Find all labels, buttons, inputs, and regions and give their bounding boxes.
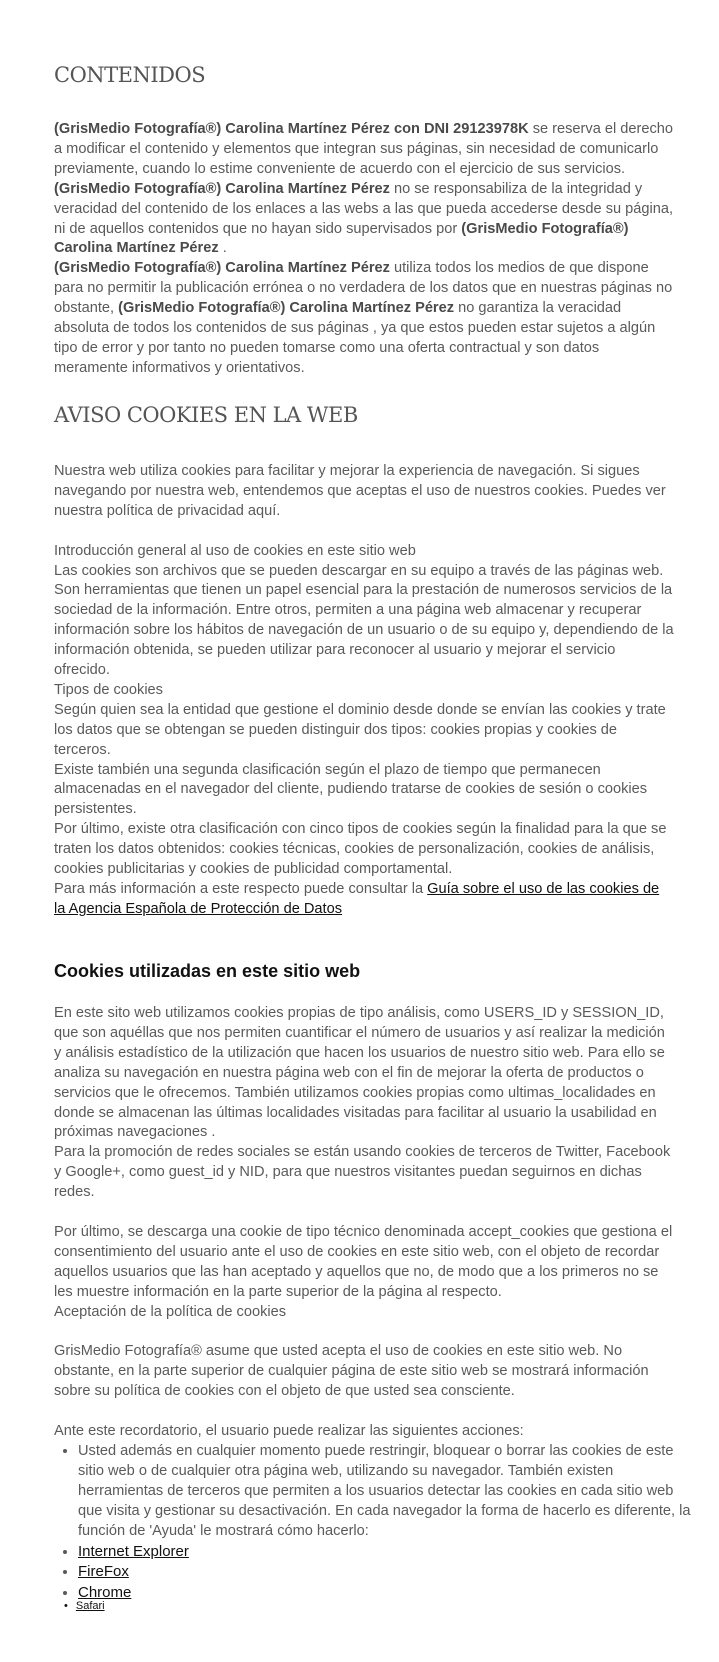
cookies-text (54, 462, 674, 920)
company-name: (GrisMedio Fotografía®) Carolina Martínez Pérez con DNI 29123978K (54, 121, 529, 137)
list-item (78, 1542, 698, 1563)
internet-explorer-link[interactable]: Internet Explorer (78, 1542, 189, 1560)
acceptance-heading: Aceptación de la política de cookies (54, 1303, 287, 1320)
used-paragraph-2: Para la promoción de redes sociales se están usando cookies de terceros de Twitter, Facebook y Google+, como guest_id y NID, para que nuestros visitantes puedan seguirnos en dichas redes. (54, 1144, 671, 1201)
safari-link[interactable]: Safari (75, 1600, 105, 1612)
company-name: (GrisMedio Fotografía®) Carolina Martínez Pérez (54, 260, 390, 277)
list-item (64, 1599, 105, 1613)
used-paragraph-1: En este sito web utilizamos cookies propias de tipo análisis, como USERS_ID y SESSION_ID, que son aquéllas que nos permiten cuantificar el número de usuarios y así realizar la medición y análisis estadístico de la utilización que hacen los usuarios de nuestro sitio web. Para ello se analiza su navegación en nuestra página web con el fin de mejorar la oferta de productos o servicios que le ofrecemos. También utilizamos cookies propias como ultimas_localidades en donde se almacenan las últimas localidades visitadas para facilitar al usuario la usabilidad en próximas navegaciones . (54, 1005, 665, 1141)
used-cookies-text (54, 1004, 674, 1442)
cookies-general-heading: Introducción general al uso de cookies en este sitio web (54, 542, 416, 559)
used-paragraph-3: Por último, se descarga una cookie de tipo técnico denominada accept_cookies que gestiona el consentimiento del usuario ante el uso de cookies en este sitio web, con el objeto de recordar aquellos usuarios que las han aceptado y aquellos que no, de modo que a los primeros no se les muestre información en la parte superior de la página al respecto. (54, 1223, 673, 1300)
used-paragraph-5: Ante este recordatorio, el usuario puede realizar las siguientes acciones: (54, 1422, 524, 1439)
cookies-more-info: Para más información a este respecto puede consultar la Guía sobre el uso de las cookies de la Agencia Española de Protección de Datos (54, 881, 660, 917)
firefox-link[interactable]: FireFox (78, 1563, 129, 1581)
contenidos-title: CONTENIDOS (54, 63, 206, 87)
company-name: (GrisMedio Fotografía®) Carolina Martínez Pérez (54, 180, 390, 197)
list-item (78, 1562, 698, 1583)
cookies-title: AVISO COOKIES EN LA WEB (54, 403, 358, 427)
cookies-intro: Nuestra web utiliza cookies para facilitar y mejorar la experiencia de navegación. Si sigues navegando por nuestra web, entendemos que aceptas el uso de nuestros cookies. Puedes ver nuestra política de privacidad aquí. (54, 463, 666, 519)
actions-list (54, 1442, 698, 1604)
used-cookies-title: Cookies utilizadas en este sitio web (54, 961, 361, 981)
company-name: (GrisMedio Fotografía®) Carolina Martínez Pérez (54, 220, 629, 257)
cookies-types-heading: Tipos de cookies (54, 681, 163, 698)
cookies-types-text-1: Según quien sea la entidad que gestione el dominio desde donde se envían las cookies y trate los datos que se obtengan se pueden distinguir dos tipos: cookies propias y cookies de terceros. (54, 701, 666, 758)
list-item: • Usted además en cualquier momento puede restringir, bloquear o borrar las cookies de este sitio web o de cualquier otra página web, utilizando su navegador. También existen herramientas de terceros que permiten a los usuarios detectar las cookies en cada sitio web que visita y gestionar su desactivación. En cada navegador la forma de hacerlo es diferente, la función de 'Ayuda' le mostrará cómo hacerlo: (78, 1442, 698, 1542)
used-paragraph-4: GrisMedio Fotografía® asume que usted acepta el uso de cookies en este sitio web. No obstante, en la parte superior de cualquier página de este sitio web se mostrará información sobre su política de cookies con el objeto de que usted sea consciente. (54, 1343, 649, 1400)
list-item (78, 1583, 698, 1604)
contenidos-paragraph-2: (GrisMedio Fotografía®) Carolina Martínez Pérez no se responsabiliza de la integridad y veracidad del contenido de los enlaces a las webs a las que pueda accederse desde su página, ni de aquellos contenidos que no hayan sido supervisados por (GrisMedio Fotografía®) Carolina Martínez Pérez . (54, 180, 674, 257)
contenidos-text (54, 120, 674, 379)
contenidos-paragraph-3: (GrisMedio Fotografía®) Carolina Martínez Pérez utiliza todos los medios de que dispone para no permitir la publicación errónea o no verdadera de los datos que en nuestras páginas no obstante, (GrisMedio Fotografía®) Carolina Martínez Pérez no garantiza la veracidad absoluta de todos los contenidos de sus páginas , ya que estos pueden estar sujetos a algún tipo de error y por tanto no pueden tomarse como una oferta contractual y son datos meramente informativos y orientativos. (54, 260, 673, 376)
contenidos-paragraph-1: (GrisMedio Fotografía®) Carolina Martínez Pérez con DNI 29123978K se reserva el derecho a modificar el contenido y elementos que integran sus páginas, sin necesidad de comunicarlo previamente, cuando lo estime conveniente de acuerdo con el ejercicio de sus servicios. (54, 121, 674, 177)
cookies-types-text-3: Por último, existe otra clasificación con cinco tipos de cookies según la finalidad para la que se traten los datos obtenidos: cookies técnicas, cookies de personalización, cookies de análisis, cookies publicitarias y cookies de publicidad comportamental. (54, 821, 667, 878)
cookies-general-text: Las cookies son archivos que se pueden descargar en su equipo a través de las páginas web. Son herramientas que tienen un papel esencial para la prestación de numerosos servicios de la sociedad de la información. Entre otros, permiten a una página web almacenar y recuperar información sobre los hábitos de navegación de un usuario o de su equipo y, dependiendo de la información obtenida, se pueden utilizar para reconocer al usuario y mejorar el servicio ofrecido. (54, 562, 674, 679)
cookies-types-text-2: Existe también una segunda clasificación según el plazo de tiempo que permanecen almacenadas en el navegador del cliente, pudiendo tratarse de cookies de sesión o cookies persistentes. (54, 761, 648, 818)
aepd-guide-link[interactable]: Guía sobre el uso de las cookies de la Agencia Española de Protección de Datos (54, 881, 660, 917)
chrome-link[interactable]: Chrome (78, 1584, 132, 1602)
safari-list (64, 1599, 105, 1613)
company-name: (GrisMedio Fotografía®) Carolina Martínez Pérez (118, 300, 455, 317)
